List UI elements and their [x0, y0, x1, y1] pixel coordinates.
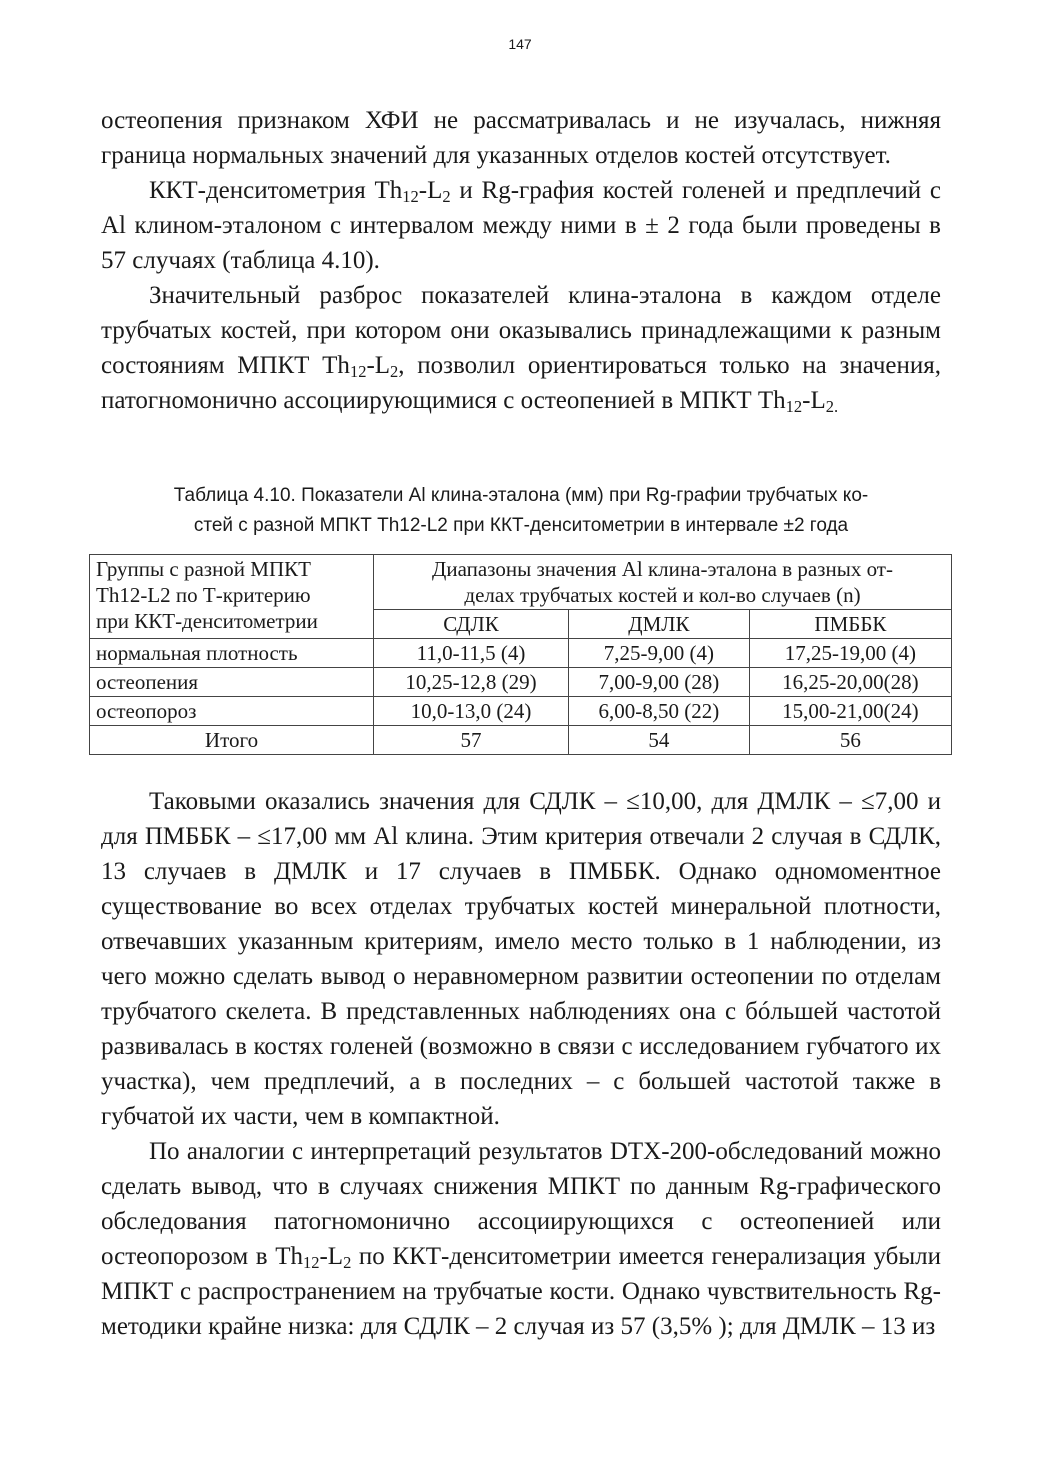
corner-header-cell — [90, 555, 374, 639]
total-cell: 57 — [374, 726, 569, 755]
total-cell: 56 — [749, 726, 951, 755]
column-header: ПМББК — [749, 610, 951, 639]
table-total-row — [90, 726, 952, 755]
corner-header-line: Группы с разной МПКТ — [96, 557, 311, 581]
p5-text-a: По аналогии с интерпретаций результатов DTX-200-обследований можно сделать вывод, что в случаях снижения МПКТ по данным Rg-графического обследования патогномонично ассоциирующихся с остеопенией или остеопорозом в Th — [101, 1138, 941, 1270]
table-cell: 17,25-19,00 (4) — [749, 639, 951, 668]
paragraph-2 — [101, 173, 941, 278]
table-row — [90, 697, 952, 726]
body-text-top — [101, 103, 941, 418]
column-header: СДЛК — [374, 610, 569, 639]
span-header-cell — [374, 555, 952, 610]
row-label: остеопения — [90, 668, 374, 697]
body-text-bottom — [101, 784, 941, 1344]
paragraph-1: остеопения признаком ХФИ не рассматривалась и не изучалась, нижняя граница нормальных значений для указанных отделов костей отсутствует. — [101, 107, 941, 169]
p5-text-b: -L — [319, 1243, 344, 1270]
table-cell: 10,25-12,8 (29) — [374, 668, 569, 697]
table-header-row — [90, 555, 952, 610]
corner-header-line: при ККТ-денситометрии — [96, 609, 318, 633]
corner-header-line: Th12-L2 по Т-критерию — [96, 583, 311, 607]
page-number: 147 — [508, 36, 532, 52]
p3-sub-a: 12 — [349, 362, 367, 382]
table-cell: 11,0-11,5 (4) — [374, 639, 569, 668]
p3-sub-b: 2 — [390, 362, 399, 382]
table-cell: 7,00-9,00 (28) — [569, 668, 750, 697]
table-row — [90, 639, 952, 668]
caption-line-1: Таблица 4.10. Показатели Al клина-эталона (мм) при Rg-графии трубчатых ко- — [173, 485, 869, 506]
table-cell: 7,25-9,00 (4) — [569, 639, 750, 668]
table-row — [90, 668, 952, 697]
total-label: Итого — [90, 726, 374, 755]
paragraph-5 — [101, 1134, 941, 1344]
p3-sub-c: 12 — [785, 397, 803, 417]
table-cell: 15,00-21,00(24) — [749, 697, 951, 726]
data-table — [89, 554, 952, 755]
table-cell: 6,00-8,50 (22) — [569, 697, 750, 726]
table-caption — [101, 481, 941, 541]
p3-text-d: -L — [802, 387, 826, 414]
p3-text-a: Значительный разброс показателей клина-эталона в каждом отделе трубчатых костей, при котором они оказывались принадлежащими к разным состояниям МПКТ Th — [101, 282, 941, 379]
paragraph-3 — [101, 278, 941, 418]
p5-text-c: по ККТ-денситометрии имеется генерализация убыли МПКТ с распространением на трубчатые кости. Однако чувствительность Rg-методики крайне низка: для СДЛК – 2 случая из 57 (3,5% ); для ДМЛК – 13 из — [101, 1243, 941, 1340]
p3-sub-d: 2. — [825, 397, 839, 417]
p2-text-b: -L — [418, 177, 443, 204]
p3-text-b: -L — [366, 352, 391, 379]
p3-text-c: , позволил ориентироваться только на значения, патогномонично ассоциирующимися с остеопенией в МПКТ Th — [101, 352, 941, 414]
column-header: ДМЛК — [569, 610, 750, 639]
span-header-line: делах трубчатых костей и кол-во случаев (n) — [464, 583, 861, 607]
caption-line-2: стей с разной МПКТ Th12-L2 при ККТ-денситометрии в интервале ±2 года — [193, 515, 849, 536]
p2-text-a: ККТ-денситометрия Th — [149, 177, 403, 204]
row-label: нормальная плотность — [90, 639, 374, 668]
span-header-line: Диапазоны значения Al клина-эталона в разных от- — [432, 557, 893, 581]
paragraph-4: Таковыми оказались значения для СДЛК – ≤10,00, для ДМЛК – ≤7,00 и для ПМББК – ≤17,00 мм Al клина. Этим критерия отвечали 2 случая в СДЛК, 13 случаев в ДМЛК и 17 случаев в ПМББК. Однако одномоментное существование во всех отделах трубчатых костей минеральной плотности, отвечавших указанным критериям, имело место только в 1 наблюдении, из чего можно сделать вывод о неравномерном развитии остеопении по отделам трубчатого скелета. В представленных наблюдениях она с бóльшей частотой развивалась в костях голеней (возможно в связи с исследованием губчатого их участка), чем предплечий, а в последних – с большей частотой также в губчатой их части, чем в компактной. — [101, 788, 941, 1130]
p2-sub-a: 12 — [402, 187, 419, 207]
row-label: остеопороз — [90, 697, 374, 726]
p2-text-c: и Rg-графия костей голеней и предплечий с Al клином-эталоном с интервалом между ними в ± 2 года были проведены в 57 случаях (таблица 4.10). — [101, 177, 942, 274]
table-cell: 10,0-13,0 (24) — [374, 697, 569, 726]
table-cell: 16,25-20,00(28) — [749, 668, 951, 697]
total-cell: 54 — [569, 726, 750, 755]
p5-sub-b: 2 — [343, 1253, 352, 1273]
p5-sub-a: 12 — [302, 1253, 320, 1273]
p2-sub-b: 2 — [442, 187, 451, 207]
